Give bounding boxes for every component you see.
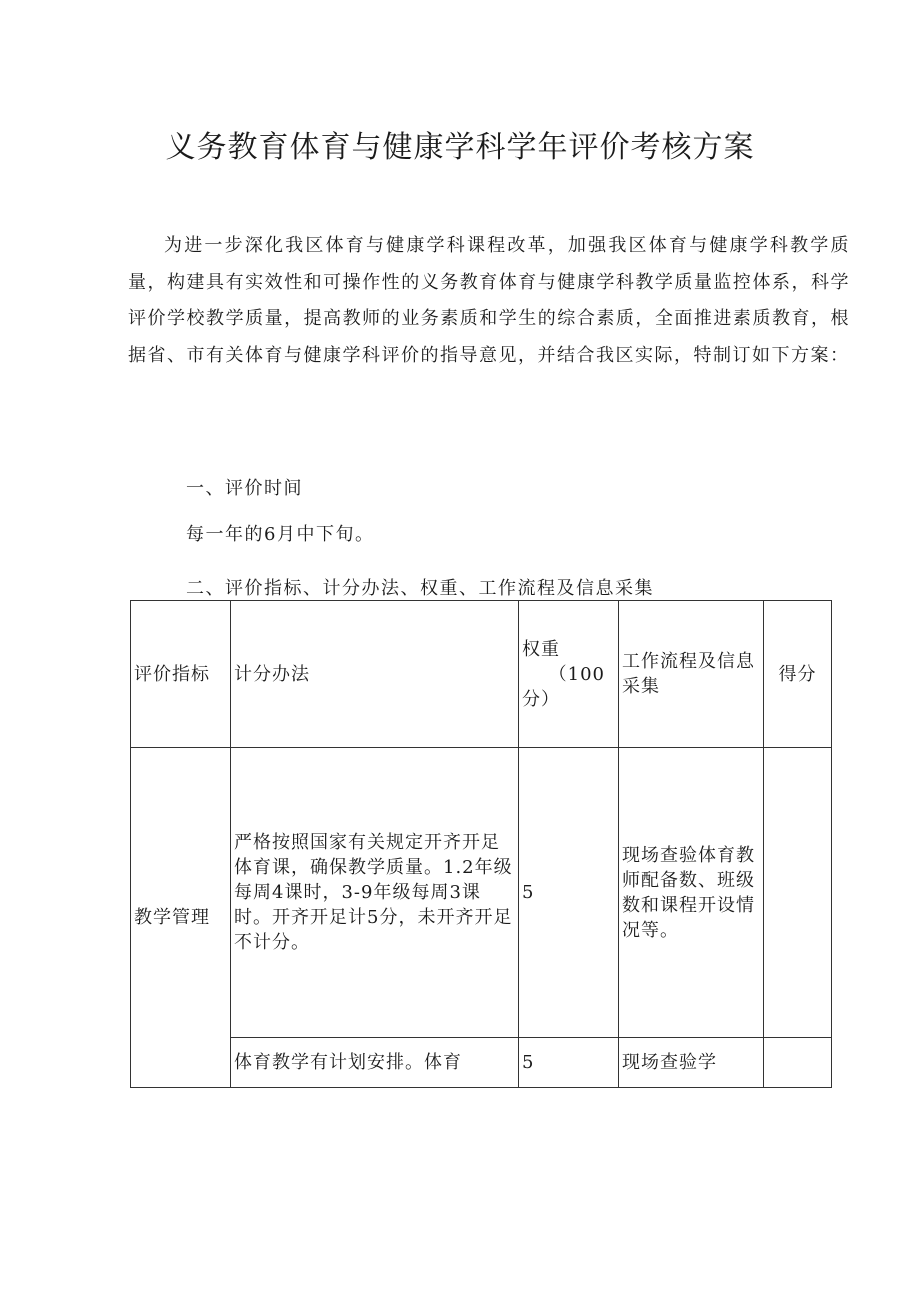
cell-workflow: 现场查验体育教师配备数、班级数和课程开设情况等。 (619, 748, 764, 1038)
cell-score (764, 1038, 832, 1088)
header-weight-line3: 分） (522, 688, 560, 710)
evaluation-table (130, 600, 832, 1088)
section2-heading: 二、评价指标、计分办法、权重、工作流程及信息采集 (186, 578, 654, 599)
table-row (131, 1038, 832, 1088)
header-score: 得分 (764, 601, 832, 748)
header-workflow: 工作流程及信息采集 (619, 601, 764, 748)
header-weight-line2: （100 (548, 663, 605, 685)
cell-method: 严格按照国家有关规定开齐开足体育课，确保教学质量。1.2年级每周4课时，3-9年级每周3课时。开齐开足计5分，未开齐开足不计分。 (231, 748, 519, 1038)
header-method: 计分办法 (231, 601, 519, 748)
cell-weight: 5 (519, 1038, 619, 1088)
header-weight-line1: 权重 (522, 638, 560, 660)
cell-method: 体育教学有计划安排。体育 (231, 1038, 519, 1088)
document-title: 义务教育体育与健康学科学年评价考核方案 (165, 130, 755, 165)
section1-text: 每一年的6月中下旬。 (186, 524, 375, 545)
cell-workflow: 现场查验学 (619, 1038, 764, 1088)
cell-score (764, 748, 832, 1038)
intro-block (128, 228, 850, 374)
table-row (131, 748, 832, 1038)
section1-heading: 一、评价时间 (186, 478, 303, 499)
table-header-row (131, 601, 832, 748)
intro-paragraph: 为进一步深化我区体育与健康学科课程改革，加强我区体育与健康学科教学质量，构建具有实效性和可操作性的义务教育体育与健康学科教学质量监控体系，科学评价学校教学质量，提高教师的业务素质和学生的综合素质，全面推进素质教育，根据省、市有关体育与健康学科评价的指导意见，并结合我区实际，特制订如下方案： (128, 235, 850, 366)
cell-weight: 5 (519, 748, 619, 1038)
cell-indicator: 教学管理 (131, 748, 231, 1088)
header-weight (519, 601, 619, 748)
header-indicator: 评价指标 (131, 601, 231, 748)
